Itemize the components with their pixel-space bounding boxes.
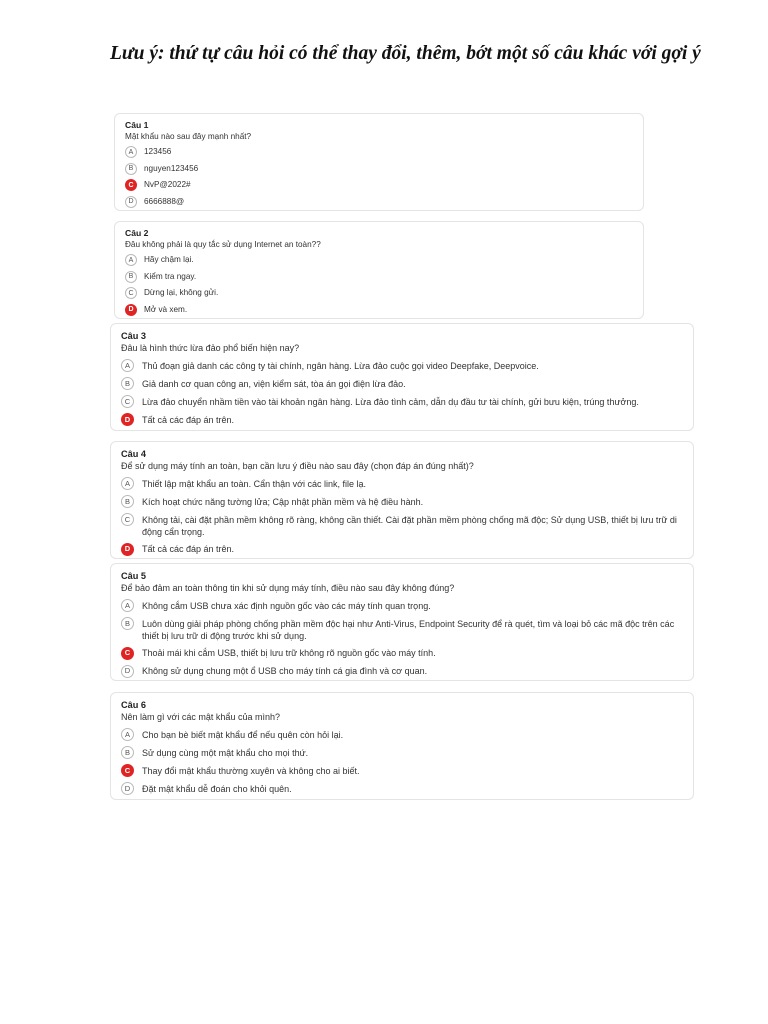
option-text: Hãy chậm lại.: [144, 255, 194, 265]
answer-option-b[interactable]: [121, 378, 683, 391]
option-text: Mở và xem.: [144, 304, 188, 314]
option-text: Lừa đảo chuyển nhầm tiền vào tài khoản ngân hàng. Lừa đảo tình cảm, dẫn dụ đầu tư tài chính, gửi bưu kiện, trúng thưởng.: [142, 396, 639, 407]
question-text: Đâu là hình thức lừa đảo phổ biến hiện nay?: [121, 343, 300, 353]
answer-option-c[interactable]: [121, 396, 683, 409]
option-text: NvP@2022#: [144, 180, 191, 190]
question-title: Câu 6: [121, 700, 147, 710]
option-text: 6666888@: [144, 196, 185, 206]
option-letter-badge: A: [121, 599, 134, 612]
answer-option-d[interactable]: [121, 665, 683, 678]
correct-answer-badge: D: [121, 413, 134, 426]
correct-answer-badge: D: [125, 304, 137, 316]
option-text: Tất cả các đáp án trên.: [142, 414, 235, 425]
option-letter-badge: C: [125, 287, 137, 299]
question-text: Mật khẩu nào sau đây mạnh nhất?: [125, 132, 252, 141]
option-letter-badge: C: [121, 513, 134, 526]
question-text: Để sử dụng máy tính an toàn, bạn cần lưu ý điều nào sau đây (chọn đáp án đúng nhất)?: [121, 461, 474, 471]
answer-option-c[interactable]: [125, 287, 633, 299]
question-card-6: [110, 692, 694, 800]
answer-option-c[interactable]: [121, 514, 683, 538]
answer-option-c[interactable]: [121, 647, 683, 660]
answer-option-b[interactable]: [125, 163, 633, 175]
answer-option-b[interactable]: [121, 618, 683, 642]
question-text: Để bảo đảm an toàn thông tin khi sử dụng máy tính, điều nào sau đây không đúng?: [121, 583, 455, 593]
correct-answer-badge: C: [121, 764, 134, 777]
option-letter-badge: B: [121, 495, 134, 508]
answer-option-a[interactable]: [121, 360, 683, 373]
answer-option-d[interactable]: [121, 543, 683, 556]
answer-option-b[interactable]: [125, 271, 633, 283]
option-letter-badge: B: [121, 377, 134, 390]
question-title: Câu 1: [125, 120, 149, 130]
option-text: Giả danh cơ quan công an, viện kiểm sát, tòa án gọi điện lừa đảo.: [142, 378, 406, 389]
question-title: Câu 5: [121, 571, 147, 581]
option-letter-badge: A: [121, 477, 134, 490]
option-letter-badge: C: [121, 395, 134, 408]
option-letter-badge: B: [121, 746, 134, 759]
answer-option-a[interactable]: [121, 600, 683, 613]
answer-option-a[interactable]: [125, 146, 633, 158]
option-letter-badge: A: [121, 728, 134, 741]
option-text: 123456: [144, 147, 172, 157]
option-text: Luôn dùng giải pháp phòng chống phần mềm độc hại như Anti-Virus, Endpoint Security để rà quét, tìm và loại bỏ các mã độc trên các thiết bị lưu trữ di động trước khi sử dụng.: [142, 618, 675, 641]
answer-option-a[interactable]: [121, 729, 683, 742]
answer-option-b[interactable]: [121, 747, 683, 760]
option-text: Kiểm tra ngay.: [144, 271, 197, 281]
option-text: Dừng lại, không gửi.: [144, 288, 219, 298]
option-text: Thủ đoạn giả danh các công ty tài chính, ngân hàng. Lừa đảo cuộc gọi video Deepfake, Deepvoice.: [142, 360, 539, 371]
question-title: Câu 4: [121, 449, 147, 459]
answer-option-a[interactable]: [121, 478, 683, 491]
option-text: Thay đổi mật khẩu thường xuyên và không cho ai biết.: [142, 765, 360, 776]
option-text: Thiết lập mật khẩu an toàn. Cẩn thận với các link, file lạ.: [142, 478, 367, 489]
correct-answer-badge: D: [121, 543, 134, 556]
option-text: Sử dụng cùng một mật khẩu cho mọi thứ.: [142, 747, 309, 758]
answer-option-c[interactable]: [125, 179, 633, 191]
option-letter-badge: B: [121, 617, 134, 630]
question-card-5: [110, 563, 694, 681]
correct-answer-badge: C: [125, 179, 137, 191]
answer-option-a[interactable]: [125, 254, 633, 266]
question-title: Câu 2: [125, 228, 149, 238]
option-text: Kích hoạt chức năng tường lửa; Cập nhật phần mềm và hệ điều hành.: [142, 496, 424, 507]
question-card-2: [114, 221, 644, 319]
option-letter-badge: B: [125, 163, 137, 175]
question-card-4: [110, 441, 694, 559]
option-text: Đặt mật khẩu dễ đoán cho khỏi quên.: [142, 783, 292, 794]
option-letter-badge: A: [125, 254, 137, 266]
option-letter-badge: A: [125, 146, 137, 158]
option-letter-badge: A: [121, 359, 134, 372]
answer-option-d[interactable]: [121, 783, 683, 796]
option-letter-badge: D: [121, 665, 134, 678]
option-text: nguyen123456: [144, 163, 199, 173]
option-letter-badge: D: [125, 196, 137, 208]
answer-option-b[interactable]: [121, 496, 683, 509]
option-text: Không tải, cài đặt phần mềm không rõ ràng, không cần thiết. Cài đặt phần mềm phòng chống mã độc; Sử dụng USB, thiết bị lưu trữ di động cẩn trọng.: [142, 514, 677, 537]
correct-answer-badge: C: [121, 647, 134, 660]
question-text: Nên làm gì với các mật khẩu của mình?: [121, 712, 280, 722]
option-text: Không cắm USB chưa xác định nguồn gốc vào các máy tính quan trọng.: [142, 600, 431, 611]
question-card-1: [114, 113, 644, 211]
option-text: Cho bạn bè biết mật khẩu để nếu quên còn hỏi lại.: [142, 729, 344, 740]
answer-option-c[interactable]: [121, 765, 683, 778]
option-text: Tất cả các đáp án trên.: [142, 544, 235, 554]
answer-option-d[interactable]: [125, 196, 633, 208]
option-text: Thoải mái khi cắm USB, thiết bị lưu trữ không rõ nguồn gốc vào máy tính.: [142, 648, 436, 658]
question-card-3: [110, 323, 694, 431]
question-text: Đâu không phải là quy tắc sử dụng Internet an toàn??: [125, 240, 321, 249]
answer-option-d[interactable]: [121, 414, 683, 427]
option-letter-badge: B: [125, 271, 137, 283]
answer-option-d[interactable]: [125, 304, 633, 316]
question-title: Câu 3: [121, 331, 147, 341]
option-text: Không sử dụng chung một ổ USB cho máy tính cá gia đình và cơ quan.: [142, 666, 428, 676]
page-heading: Lưu ý: thứ tự câu hỏi có thể thay đổi, thêm, bớt một số câu khác với gợi ý: [110, 43, 701, 64]
option-letter-badge: D: [121, 782, 134, 795]
